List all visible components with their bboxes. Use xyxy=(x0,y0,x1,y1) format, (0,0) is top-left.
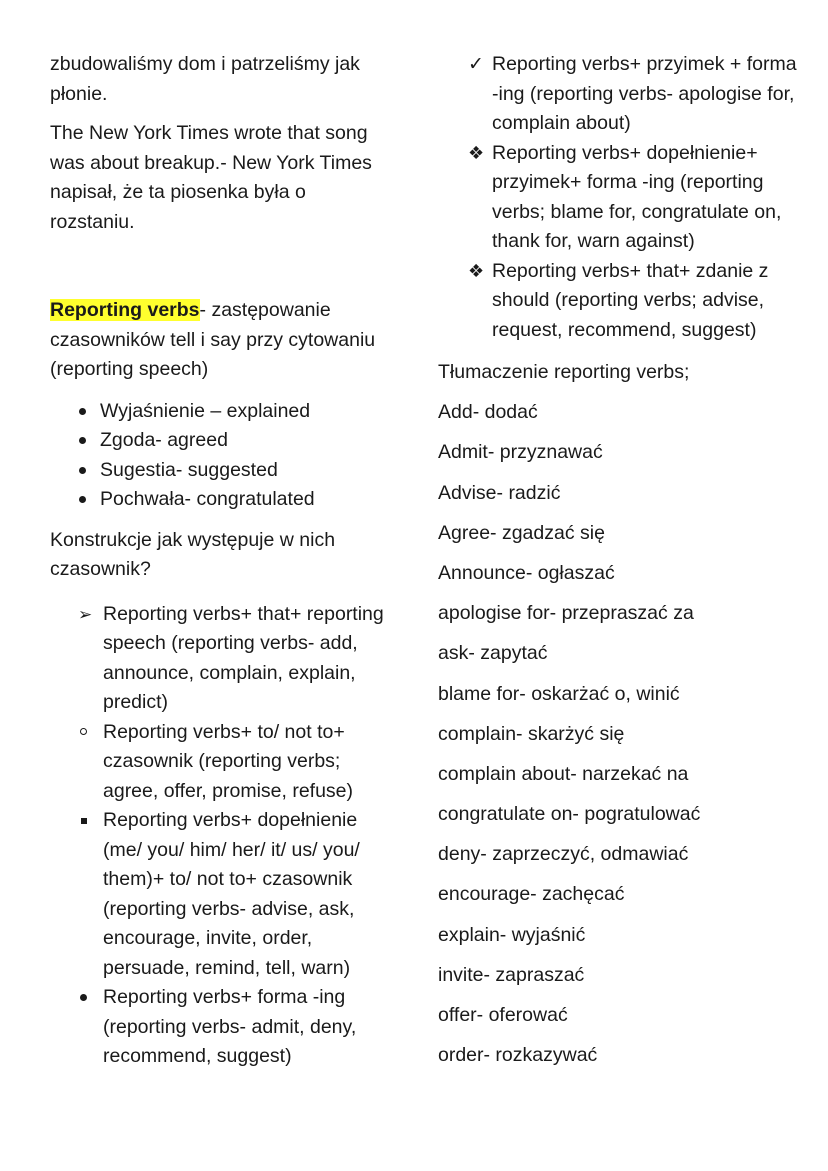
translation-entry: congratulate on- pogratulować xyxy=(438,803,701,826)
examples-list xyxy=(50,397,395,515)
translations-section xyxy=(438,358,798,1071)
translation-entry: encourage- zachęcać xyxy=(438,883,625,906)
checkmark-bullet-icon: ✓ xyxy=(468,54,484,75)
list-item-text: Reporting verbs+ that+ zdanie z should (reporting verbs; advise, request, recommend, suggest) xyxy=(492,259,769,341)
list-item xyxy=(50,397,395,427)
definition-text: - zastępowanie czasowników tell i say przy cytowaniu (reporting speech) xyxy=(50,299,376,380)
translation-entry: deny- zaprzeczyć, odmawiać xyxy=(438,843,689,866)
translations-heading: Tłumaczenie reporting verbs; xyxy=(438,361,690,383)
translation-entry: Add- dodać xyxy=(438,401,538,424)
translation-entry: explain- wyjaśnić xyxy=(438,923,586,946)
list-item xyxy=(50,600,395,718)
constructions-list-right xyxy=(468,50,798,345)
list-item-text: Zgoda- agreed xyxy=(100,429,228,451)
translation-entry: invite- zapraszać xyxy=(438,963,585,986)
intro-paragraph-2: The New York Times wrote that song was about breakup.- New York Times napisał, że ta piosenka była o rozstaniu. xyxy=(50,122,372,233)
question-text: Konstrukcje jak występuje w nich czasownik? xyxy=(50,528,336,580)
list-item-text: Reporting verbs+ dopełnienie+ przyimek+ forma -ing (reporting verbs; blame for, congratulate on, thank for, warn against) xyxy=(492,141,782,252)
constructions-list-left xyxy=(50,600,395,1072)
translation-entry: Agree- zgadzać się xyxy=(438,521,605,544)
list-item xyxy=(50,485,395,515)
translation-entry: blame for- oskarżać o, winić xyxy=(438,682,680,705)
right-column xyxy=(438,50,798,1081)
reporting-verbs-definition xyxy=(50,296,395,385)
list-item xyxy=(50,806,395,983)
list-item xyxy=(468,257,798,346)
diamond-bullet-icon: ❖ xyxy=(468,260,485,281)
translation-entry: Announce- ogłaszać xyxy=(438,561,615,584)
list-item xyxy=(468,50,798,139)
list-item-text: Wyjaśnienie – explained xyxy=(100,399,311,422)
translation-entry: complain- skarżyć się xyxy=(438,722,625,745)
translation-entry: Admit- przyznawać xyxy=(438,441,603,464)
list-item-text: Reporting verbs+ forma -ing (reporting verbs- admit, deny, recommend, suggest) xyxy=(103,986,357,1067)
list-item xyxy=(50,426,395,456)
list-item-text: Reporting verbs+ that+ reporting speech (reporting verbs- add, announce, complain, explain, predict) xyxy=(103,602,384,713)
list-item-text: Reporting verbs+ dopełnienie (me/ you/ him/ her/ it/ us/ you/ them)+ to/ not to+ czasownik (reporting verbs- advise, ask, encourage, invite, order, persuade, remind, tell, warn) xyxy=(103,809,360,979)
arrow-bullet-icon: ➢ xyxy=(78,604,93,624)
intro-paragraph-1: zbudowaliśmy dom i patrzeliśmy jak płonie. xyxy=(50,53,360,105)
translation-entry: order- rozkazywać xyxy=(438,1044,598,1067)
diamond-bullet-icon: ❖ xyxy=(468,142,485,163)
list-item xyxy=(50,456,395,486)
translation-entry: offer- oferować xyxy=(438,1004,568,1026)
list-item-text: Pochwała- congratulated xyxy=(100,488,315,510)
list-item-text: Sugestia- suggested xyxy=(100,458,278,481)
list-item-text: Reporting verbs+ to/ not to+ czasownik (reporting verbs; agree, offer, promise, refuse) xyxy=(103,720,354,802)
translation-entry: ask- zapytać xyxy=(438,642,548,665)
list-item xyxy=(50,983,395,1072)
translation-entry: Advise- radzić xyxy=(438,481,561,504)
left-column xyxy=(50,50,395,1072)
list-item xyxy=(50,718,395,807)
translation-entry: apologise for- przepraszać za xyxy=(438,602,694,625)
list-item-text: Reporting verbs+ przyimek + forma -ing (reporting verbs- apologise for, complain about) xyxy=(492,53,797,134)
highlighted-term: Reporting verbs xyxy=(50,299,200,321)
translation-entry: complain about- narzekać na xyxy=(438,762,689,785)
list-item xyxy=(468,139,798,257)
